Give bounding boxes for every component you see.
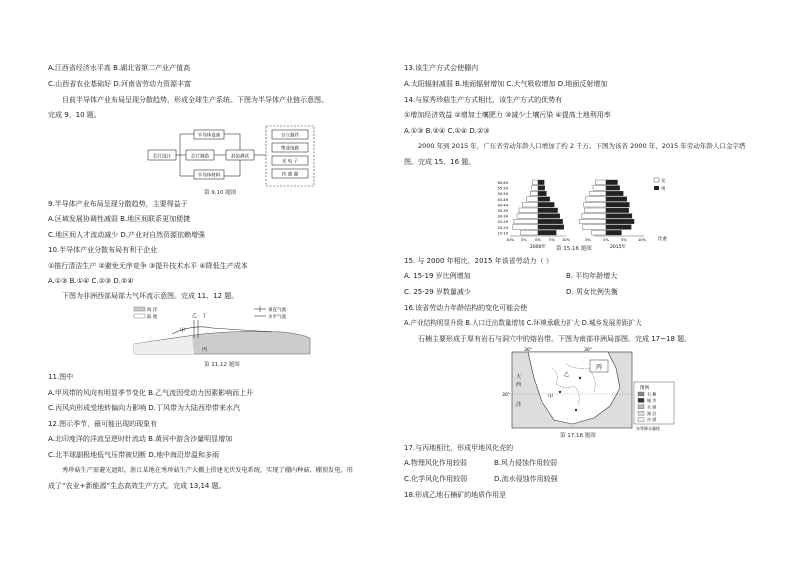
pyramid-bar-female (513, 225, 538, 230)
age-label: 55-59 (497, 186, 508, 191)
pyramid-bar-male (538, 202, 554, 207)
pyramid-bar-male (538, 191, 546, 196)
intro-9-10: 目前半导体产业布局呈现分散趋势，形成全球生产系统。下图为半导体产业链示意图。 (62, 96, 328, 104)
map-legend-label: 湖 泊 (647, 410, 657, 416)
tick-label: 10% (638, 238, 646, 242)
question-8-options-ab: A.江西省经济水平高 B.湖北省第二产业产值高 (48, 64, 191, 72)
question-12: 12.图示季节，最可能出现的现象有 (48, 420, 158, 428)
box-chip-design: 芯片设计 (153, 154, 171, 160)
axis-label-ratio: 比重 (658, 237, 667, 242)
question-9-options-cd: C.地区间人才流动减少 D.产业对自然资源依赖增强 (48, 231, 205, 239)
pyramid-bar-female (530, 191, 538, 196)
age-label: 20-24 (497, 225, 508, 230)
tick-label: 10% (506, 238, 514, 242)
question-16-options: A.产业结构明显升级 B.人口迁出数量增加 C.环境承载力扩大 D.城乡发展差距扩大 (404, 319, 642, 327)
pyramid-bar-male (538, 197, 550, 202)
pyramid-bar-male (606, 214, 632, 219)
semiconductor-chain-diagram (130, 124, 320, 188)
pyramid-bar-male (538, 214, 560, 219)
pyramid-bar-female (519, 208, 538, 213)
figure-caption-17-18: 第 17,18 题图 (560, 433, 596, 439)
pyramid-bar-female (593, 186, 606, 191)
question-16: 16.该省劳动力年龄结构的变化可能会使 (404, 304, 528, 312)
map-label-bing: 丙 (596, 364, 603, 371)
box-chip-manufacture: 芯片制造 (191, 154, 209, 160)
legend-land: 陆 地 (147, 315, 158, 320)
map-label-lon-1: 30° (524, 348, 532, 353)
pyramid-bar-male (606, 197, 627, 202)
pyramid-bar-female (579, 219, 606, 224)
pyramid-bar-female (586, 197, 606, 202)
question-15-option-d: D. 男女比例失衡 (566, 288, 618, 296)
age-label: 40-44 (497, 203, 508, 208)
question-13-options: A.太阳辐射减弱 B.地面辐射增加 C.大气吸收增加 D.地面反射增加 (404, 80, 608, 88)
intro-13-14-line2: 成了“农业+新能源”生态高效生产方式。完成 13,14 题。 (48, 482, 226, 490)
question-13: 13.该生产方式会使棚内 (404, 64, 479, 72)
map-legend-label: 石 楠 (647, 391, 657, 397)
pyramid-bar-female (517, 214, 538, 219)
pyramid-bar-female (584, 208, 606, 213)
pyramid-bar-male (538, 230, 556, 235)
pyramid-bar-male (538, 208, 558, 213)
question-17-option-c: C.化学风化作用较弱 (404, 475, 468, 483)
map-legend-swatch (638, 405, 644, 409)
box-output-3: 光 电 子 (281, 159, 299, 165)
question-17-option-d: D.流水侵蚀作用较强 (494, 475, 558, 483)
pyramid-bar-male (538, 180, 544, 185)
question-17-option-b: B.风力侵蚀作用较弱 (494, 459, 558, 467)
intro-15-16: 2000 年到 2015 年，广东省劳动年龄人口增加了约 2 千万。下图为该省 2000 年、2015 年劳动年龄人口金字塔 (418, 142, 746, 150)
question-9-options-ab: A.区域发展协调性减弱 B.地区间联系更加便捷 (48, 215, 191, 223)
intro-15-16-line2: 图。完成 15、16 题。 (404, 158, 476, 166)
pyramid-bar-male (606, 208, 629, 213)
intro-17-18: 石楠主要形成于厚有岩石与洞穴中的熔岩带。下图为南部非洲局部图。完成 17~18 题。 (418, 335, 692, 343)
pyramid-bar-male (538, 219, 563, 224)
age-label: 15-19 (497, 231, 508, 236)
figure-caption-11-12: 第 11,12 题图 (204, 362, 240, 368)
tick-label: 0% (535, 238, 541, 242)
map-legend-label: 沙 漠 (647, 417, 657, 423)
map-legend-isohyet: 年等降水量线 (636, 426, 660, 431)
pyramid-bar-male (538, 186, 545, 191)
pyramid-bar-female (592, 230, 606, 235)
map-label-lon-2: 30° (584, 348, 592, 353)
question-10-answers: A.①③ B.①④ C.②③ D.②④ (48, 277, 134, 285)
label-ding: 丁 (202, 313, 208, 319)
legend-female: 女 (661, 179, 666, 184)
age-label: 60-64 (497, 181, 508, 185)
map-legend-label: 水 域 (647, 404, 657, 410)
box-output-4: 传 感 器 (281, 172, 299, 178)
pyramid-bar-female (582, 214, 606, 219)
pyramid-year-2015: 2015年 (610, 245, 626, 250)
question-14-statements: ①增加经济效益 ②增加土壤肥力 ③减少土壤污染 ④提高土地利用率 (404, 111, 611, 119)
question-11: 11.图中 (48, 373, 74, 381)
pyramid-bar-male (606, 180, 618, 185)
map-label-jia: 甲 (548, 394, 554, 400)
map-label-yi: 乙 (564, 372, 570, 378)
figure-caption-15-16: 第 15,16 题图 (556, 246, 592, 252)
label-jia: 甲 (180, 328, 186, 334)
box-package-test: 封装测试 (231, 154, 249, 160)
pyramid-bar-female (532, 186, 538, 191)
map-label-yang: 洋 (516, 402, 522, 408)
map-label-lat: 30° (502, 393, 510, 398)
pyramid-bar-female (595, 180, 606, 185)
question-15: 15. 与 2000 年相比，2015 年该省劳动力（ ） (404, 257, 553, 265)
question-12-options-cd: C.北半球副极地低气压带被切断 D.地中海沿岸温和多雨 (48, 451, 219, 459)
question-9: 9.半导体产业布局呈现分散趋势，主要得益于 (48, 200, 188, 208)
figure-caption-9-10: 第 9,10 题图 (204, 190, 237, 196)
pyramid-bar-female (584, 202, 606, 207)
legend-male: 男 (661, 187, 666, 192)
pyramid-bar-male (538, 225, 564, 230)
atmospheric-circulation-diagram (132, 304, 312, 358)
intro-9-10-line2: 完成 9、10 题。 (48, 111, 101, 119)
legend-horizontal-airflow: 水平气流 (268, 315, 286, 320)
question-11-options-cd: C.丙风向形成受地转偏向力影响 D.丁风带为大陆西岸带来水汽 (48, 404, 240, 412)
tick-label: 0% (603, 238, 609, 242)
question-17-option-a: A.物理风化作用较弱 (404, 459, 467, 467)
question-14-answers: A.①③ B.②④ C.①④ D.②③ (404, 127, 490, 135)
pyramid-bar-male (606, 219, 634, 224)
pyramid-bar-female (527, 197, 538, 202)
question-10: 10.半导体产业分散布局有利于企业 (48, 246, 158, 254)
tick-label: 10% (562, 238, 570, 242)
legend-sea: 海 洋 (147, 308, 158, 313)
age-label: 50-54 (497, 192, 508, 197)
southern-africa-map (502, 348, 676, 431)
box-material: 半导体材料 (197, 173, 221, 179)
pyramid-bar-female (582, 225, 606, 230)
tick-label: 5% (621, 238, 627, 242)
pyramid-bar-female (521, 230, 538, 235)
label-yi: 乙 (192, 313, 198, 319)
pyramid-bar-female (532, 180, 538, 185)
label-bing: 丙 (202, 347, 208, 353)
map-legend-swatch (638, 411, 644, 415)
pyramid-bar-male (606, 230, 621, 235)
intro-11-12: 下图为非洲西部局部大气环流示意图。完成 11、12 题。 (62, 292, 239, 300)
question-15-option-b: B. 平均年龄增大 (566, 272, 618, 280)
question-11-options-ab: A.甲风带的风向有明显季节变化 B.乙气流因受动力因素影响而上升 (48, 389, 254, 397)
pyramid-year-2000: 2000年 (530, 245, 546, 250)
age-label: 30-34 (497, 214, 508, 219)
question-15-option-c: C. 25-29 岁数量减少 (404, 288, 471, 296)
box-equipment: 半导体设备 (197, 133, 221, 139)
question-14: 14.与原秀珍菇生产方式相比，该生产方式的优势有 (404, 96, 563, 104)
question-15-option-a: A. 15-19 岁比例增加 (404, 272, 471, 280)
map-label-da: 大 (516, 374, 522, 380)
question-8-options-cd: C.山西省农业基础好 D.河南省劳动力资源丰富 (48, 80, 191, 88)
pyramid-bar-female (589, 191, 606, 196)
tick-label: 5% (585, 238, 591, 242)
pyramid-bar-male (606, 202, 629, 207)
pyramid-bar-female (514, 219, 538, 224)
pyramid-bar-male (606, 191, 623, 196)
intro-13-14: 秀珍菇生产需避光遮阳，浙江某地在秀珍菇生产大棚上搭建光伏发电系统，实现了棚内种菇、棚顶发电，形 (62, 467, 353, 474)
question-17: 17.与丙地相比，形成甲地风化壳的 (404, 444, 514, 452)
map-label-xi: 西 (516, 382, 522, 388)
pyramid-bar-male (606, 186, 620, 191)
question-12-options-ab: A.北印度洋的洋流呈逆时针流动 B.黄河中游含沙量明显增加 (48, 435, 233, 443)
question-10-statements: ①推行清洁生产 ②避免无序竞争 ③提升技术水平 ④降低生产成本 (48, 262, 248, 270)
box-output-2: 集成电路 (281, 146, 299, 152)
map-legend-title: 图例 (640, 386, 649, 391)
map-legend-swatch (638, 392, 644, 396)
age-label: 45-49 (497, 197, 508, 202)
age-label: 35-39 (497, 209, 508, 213)
map-legend-label: 城 市 (647, 398, 657, 403)
legend-vertical-airflow: 垂直气流 (268, 308, 286, 313)
map-legend-swatch (638, 418, 644, 422)
age-label: 25-29 (497, 220, 508, 225)
tick-label: 5% (549, 238, 555, 242)
box-output-1: 分立器件 (281, 133, 299, 139)
tick-label: 5% (521, 238, 527, 242)
map-legend-swatch (638, 398, 644, 402)
pyramid-bar-female (522, 202, 538, 207)
pyramid-bar-male (606, 225, 631, 230)
question-18: 18.形成乙地石楠矿的地质作用是 (404, 491, 507, 499)
